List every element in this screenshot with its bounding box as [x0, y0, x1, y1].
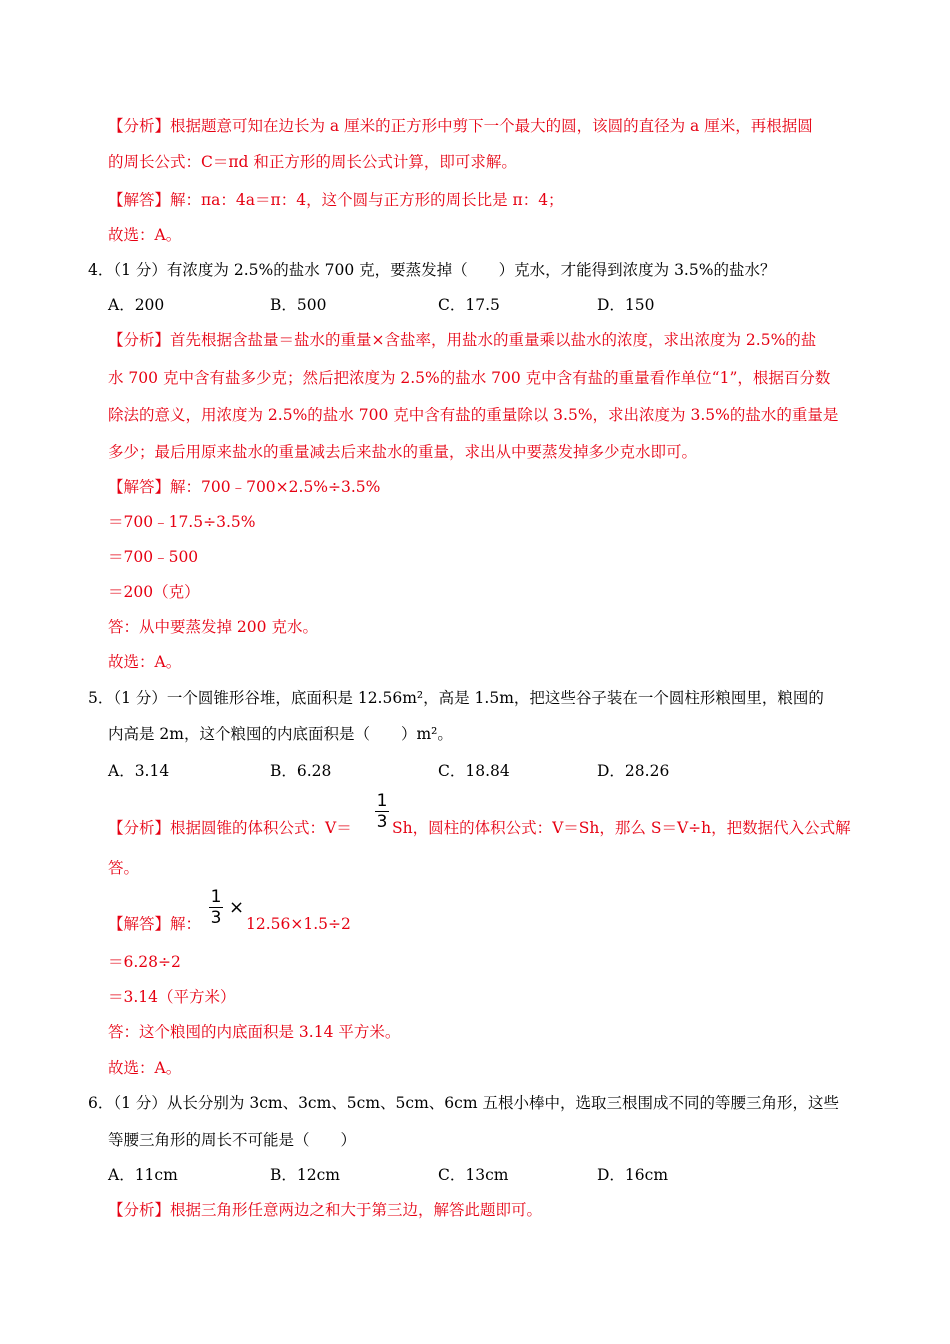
- q4-solution-line-4: ＝200（克）: [108, 583, 200, 601]
- q5-stem-line-2: 内高是 2m，这个粮囤的内底面积是（ ）m²。: [108, 725, 453, 743]
- q4-stem: 4．（1 分）有浓度为 2.5%的盐水 700 克，要蒸发掉（ ）克水，才能得到浓度为 3.5%的盐水？: [88, 261, 776, 279]
- fraction-numerator: 1: [210, 887, 222, 907]
- q5-option-c: C．18.84: [438, 762, 510, 780]
- q3-choice: 故选：A。: [108, 226, 182, 244]
- q6-stem-line-1: 6．（1 分）从长分别为 3cm、3cm、5cm、5cm、6cm 五根小棒中，选取三根围成不同的等腰三角形，这些: [88, 1094, 839, 1112]
- fraction-numerator: 1: [376, 791, 388, 811]
- q4-option-d: D．150: [597, 296, 655, 314]
- q6-option-d: D．16cm: [597, 1166, 669, 1184]
- q4-analysis-line-1: 【分析】首先根据含盐量＝盐水的重量×含盐率，用盐水的重量乘以盐水的浓度，求出浓度为 2.5%的盐: [108, 331, 817, 349]
- q5-option-a: A．3.14: [108, 762, 170, 780]
- fraction-denominator: 3: [210, 908, 222, 928]
- q5-choice: 故选：A。: [108, 1059, 182, 1077]
- q5-option-b: B．6.28: [270, 762, 332, 780]
- multiply-sign: ×: [229, 897, 245, 918]
- q4-analysis-line-2: 水 700 克中含有盐多少克；然后把浓度为 2.5%的盐水 700 克中含有盐的重量看作单位“1”，根据百分数: [108, 369, 831, 387]
- q5-solution-line-4: 答：这个粮囤的内底面积是 3.14 平方米。: [108, 1023, 401, 1041]
- q6-option-b: B．12cm: [270, 1166, 340, 1184]
- q5-analysis-fraction: [375, 792, 389, 831]
- q6-stem-line-2: 等腰三角形的周长不可能是（ ）: [108, 1131, 357, 1149]
- q4-solution-line-2: ＝700﹣17.5÷3.5%: [108, 513, 256, 531]
- q4-analysis-line-4: 多少；最后用原来盐水的重量减去后来盐水的重量，求出从中要蒸发掉多少克水即可。: [108, 443, 698, 461]
- q5-solution-line-3: ＝3.14（平方米）: [108, 988, 236, 1006]
- q3-analysis-line-1: 【分析】根据题意可知在边长为 a 厘米的正方形中剪下一个最大的圆，该圆的直径为 a 厘米，再根据圆: [108, 117, 813, 135]
- q3-analysis-line-2: 的周长公式：C＝πd 和正方形的周长公式计算，即可求解。: [108, 153, 517, 171]
- q6-analysis: 【分析】根据三角形任意两边之和大于第三边，解答此题即可。: [108, 1201, 543, 1219]
- q4-option-c: C．17.5: [438, 296, 500, 314]
- q4-choice: 故选：A。: [108, 653, 182, 671]
- q5-analysis-post: Sh，圆柱的体积公式：V＝Sh，那么 S＝V÷h，把数据代入公式解: [392, 819, 851, 837]
- q3-answer: 【解答】解：πa：4a＝π：4，这个圆与正方形的周长比是 π：4；: [108, 191, 564, 209]
- q4-solution-line-3: ＝700﹣500: [108, 548, 199, 566]
- q4-option-a: A．200: [108, 296, 165, 314]
- q5-solution-expression: 12.56×1.5÷2: [246, 915, 351, 933]
- q4-analysis-line-3: 除法的意义，用浓度为 2.5%的盐水 700 克中含有盐的重量除以 3.5%，求出浓度为 3.5%的盐水的重量是: [108, 406, 839, 424]
- q5-stem-line-1: 5．（1 分）一个圆锥形谷堆，底面积是 12.56m²，高是 1.5m，把这些谷子装在一个圆柱形粮囤里，粮囤的: [88, 689, 824, 707]
- q4-solution-line-5: 答：从中要蒸发掉 200 克水。: [108, 618, 318, 636]
- q5-solution-line-2: ＝6.28÷2: [108, 953, 181, 971]
- q5-solution-fraction: [209, 888, 223, 927]
- q5-solution-label: 【解答】解：: [108, 915, 202, 933]
- q6-option-a: A．11cm: [108, 1166, 178, 1184]
- q5-analysis-pre: 【分析】根据圆锥的体积公式：V＝: [108, 819, 352, 837]
- q4-option-b: B．500: [270, 296, 327, 314]
- q6-option-c: C．13cm: [438, 1166, 509, 1184]
- q4-solution-line-1: 【解答】解：700﹣700×2.5%÷3.5%: [108, 478, 381, 496]
- fraction-denominator: 3: [376, 812, 388, 832]
- q5-option-d: D．28.26: [597, 762, 670, 780]
- q5-analysis-line-2: 答。: [108, 859, 140, 877]
